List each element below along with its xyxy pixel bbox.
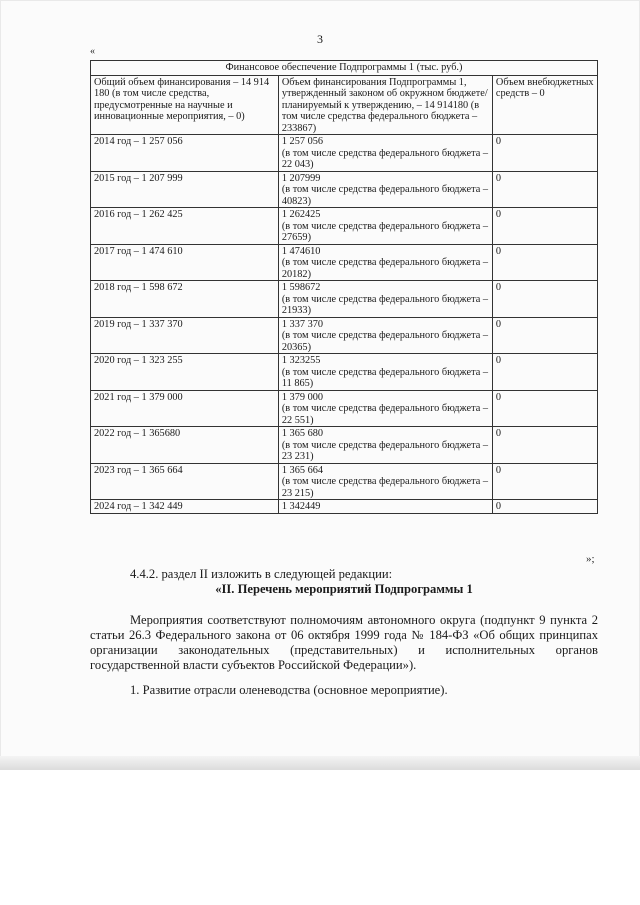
table-row (91, 500, 598, 514)
amount-value: 1 337 370 (281, 318, 324, 330)
amount-value: 1 342449 (281, 501, 321, 512)
section-heading: «II. Перечень мероприятий Подпрограммы 1 (215, 582, 473, 596)
table-row (91, 463, 598, 500)
year-total-cell: 2018 год – 1 598 672 (91, 281, 279, 318)
federal-share-note: (в том числе средства федерального бюджета – 21933) (281, 293, 488, 316)
table-row (91, 135, 598, 172)
year-amount-cell (278, 463, 492, 500)
table-row (91, 281, 598, 318)
extrabudget-cell: 0 (492, 244, 597, 281)
year-total-cell: 2019 год – 1 337 370 (91, 317, 279, 354)
table-row (91, 171, 598, 208)
extrabudget-cell: 0 (492, 171, 597, 208)
year-total-cell: 2020 год – 1 323 255 (91, 354, 279, 391)
year-amount-cell (278, 390, 492, 427)
table-row (91, 354, 598, 391)
table-caption: Финансовое обеспечение Подпрограммы 1 (тыс. руб.) (91, 61, 598, 76)
federal-share-note: (в том числе средства федерального бюджета – 23 231) (281, 439, 488, 462)
year-total-cell: 2016 год – 1 262 425 (91, 208, 279, 245)
amount-value: 1 262425 (281, 209, 321, 220)
amount-value: 1 365 680 (281, 428, 324, 439)
amount-value: 1 257 056 (281, 136, 324, 147)
federal-share-note: (в том числе средства федерального бюджета – 23 215) (281, 476, 488, 499)
year-total-cell: 2024 год – 1 342 449 (91, 500, 279, 514)
page-edge-shadow (0, 756, 640, 770)
year-total-cell: 2023 год – 1 365 664 (91, 463, 279, 500)
federal-share-note: (в том числе средства федерального бюджета – 27659) (281, 220, 488, 243)
extrabudget-cell: 0 (492, 390, 597, 427)
year-total-cell: 2017 год – 1 474 610 (91, 244, 279, 281)
federal-share-note: (в том числе средства федерального бюджета – 20182) (281, 257, 488, 280)
table-row (91, 390, 598, 427)
year-amount-cell (278, 135, 492, 172)
amount-value: 1 207999 (281, 172, 321, 184)
year-total-cell: 2015 год – 1 207 999 (91, 171, 279, 208)
year-amount-cell (278, 354, 492, 391)
amount-value: 1 474610 (281, 245, 321, 257)
table-caption-row (91, 61, 598, 76)
amount-value: 1 598672 (281, 282, 321, 293)
year-total-cell: 2021 год – 1 379 000 (91, 390, 279, 427)
year-amount-cell (278, 244, 492, 281)
table-header-row (91, 75, 598, 135)
federal-share-note: (в том числе средства федерального бюджета – 22 551) (281, 403, 488, 426)
extrabudget-cell: 0 (492, 281, 597, 318)
year-total-cell: 2022 год – 1 365680 (91, 427, 279, 464)
header-extrabudget: Объем внебюджетных средств – 0 (492, 75, 597, 135)
body-paragraph: Мероприятия соответствуют полномочиям автономного округа (подпункт 9 пункта 2 статьи 26.3 Федерального закона от 06 октября 1999 года № 184-ФЗ «Об общих принципах организации законодательных (представительных) и исполнительных органов государственной власти субъектов Российской Федерации»). (90, 613, 598, 672)
page-number: 3 (317, 32, 323, 46)
year-amount-cell (278, 427, 492, 464)
extrabudget-cell: 0 (492, 500, 597, 514)
financing-table (90, 60, 598, 514)
amount-value: 1 379 000 (281, 391, 324, 403)
year-amount-cell (278, 317, 492, 354)
header-program-financing: Объем финансирования Подпрограммы 1, утвержденный законом об окружном бюджете/планируемый к утверждению, – 14 914180 (в том числе средства федерального бюджета – 233867) (278, 75, 492, 135)
year-amount-cell (278, 171, 492, 208)
federal-share-note: (в том числе средства федерального бюджета – 11 865) (281, 366, 488, 389)
opening-quote: « (90, 46, 95, 57)
table-row (91, 427, 598, 464)
federal-share-note: (в том числе средства федерального бюджета – 40823) (281, 184, 488, 207)
extrabudget-cell: 0 (492, 354, 597, 391)
year-amount-cell (278, 281, 492, 318)
amount-value: 1 323255 (281, 355, 321, 366)
federal-share-note: (в том числе средства федерального бюджета – 22 043) (281, 147, 488, 170)
table-row (91, 317, 598, 354)
year-total-cell: 2014 год – 1 257 056 (91, 135, 279, 172)
table-row (91, 244, 598, 281)
table-row (91, 208, 598, 245)
extrabudget-cell: 0 (492, 317, 597, 354)
year-amount-cell (278, 500, 492, 514)
extrabudget-cell: 0 (492, 463, 597, 500)
federal-share-note: (в том числе средства федерального бюджета – 20365) (281, 330, 488, 353)
list-item-1: 1. Развитие отрасли оленеводства (основное мероприятие). (130, 683, 448, 697)
extrabudget-cell: 0 (492, 135, 597, 172)
subsection-instruction: 4.4.2. раздел II изложить в следующей редакции: (130, 567, 393, 581)
closing-quote: »; (586, 553, 595, 565)
header-total-financing: Общий объем финансирования – 14 914 180 (в том числе средства, предусмотренные на научные и инновационные мероприятия, – 0) (91, 75, 279, 135)
amount-value: 1 365 664 (281, 464, 324, 476)
year-amount-cell (278, 208, 492, 245)
extrabudget-cell: 0 (492, 427, 597, 464)
extrabudget-cell: 0 (492, 208, 597, 245)
